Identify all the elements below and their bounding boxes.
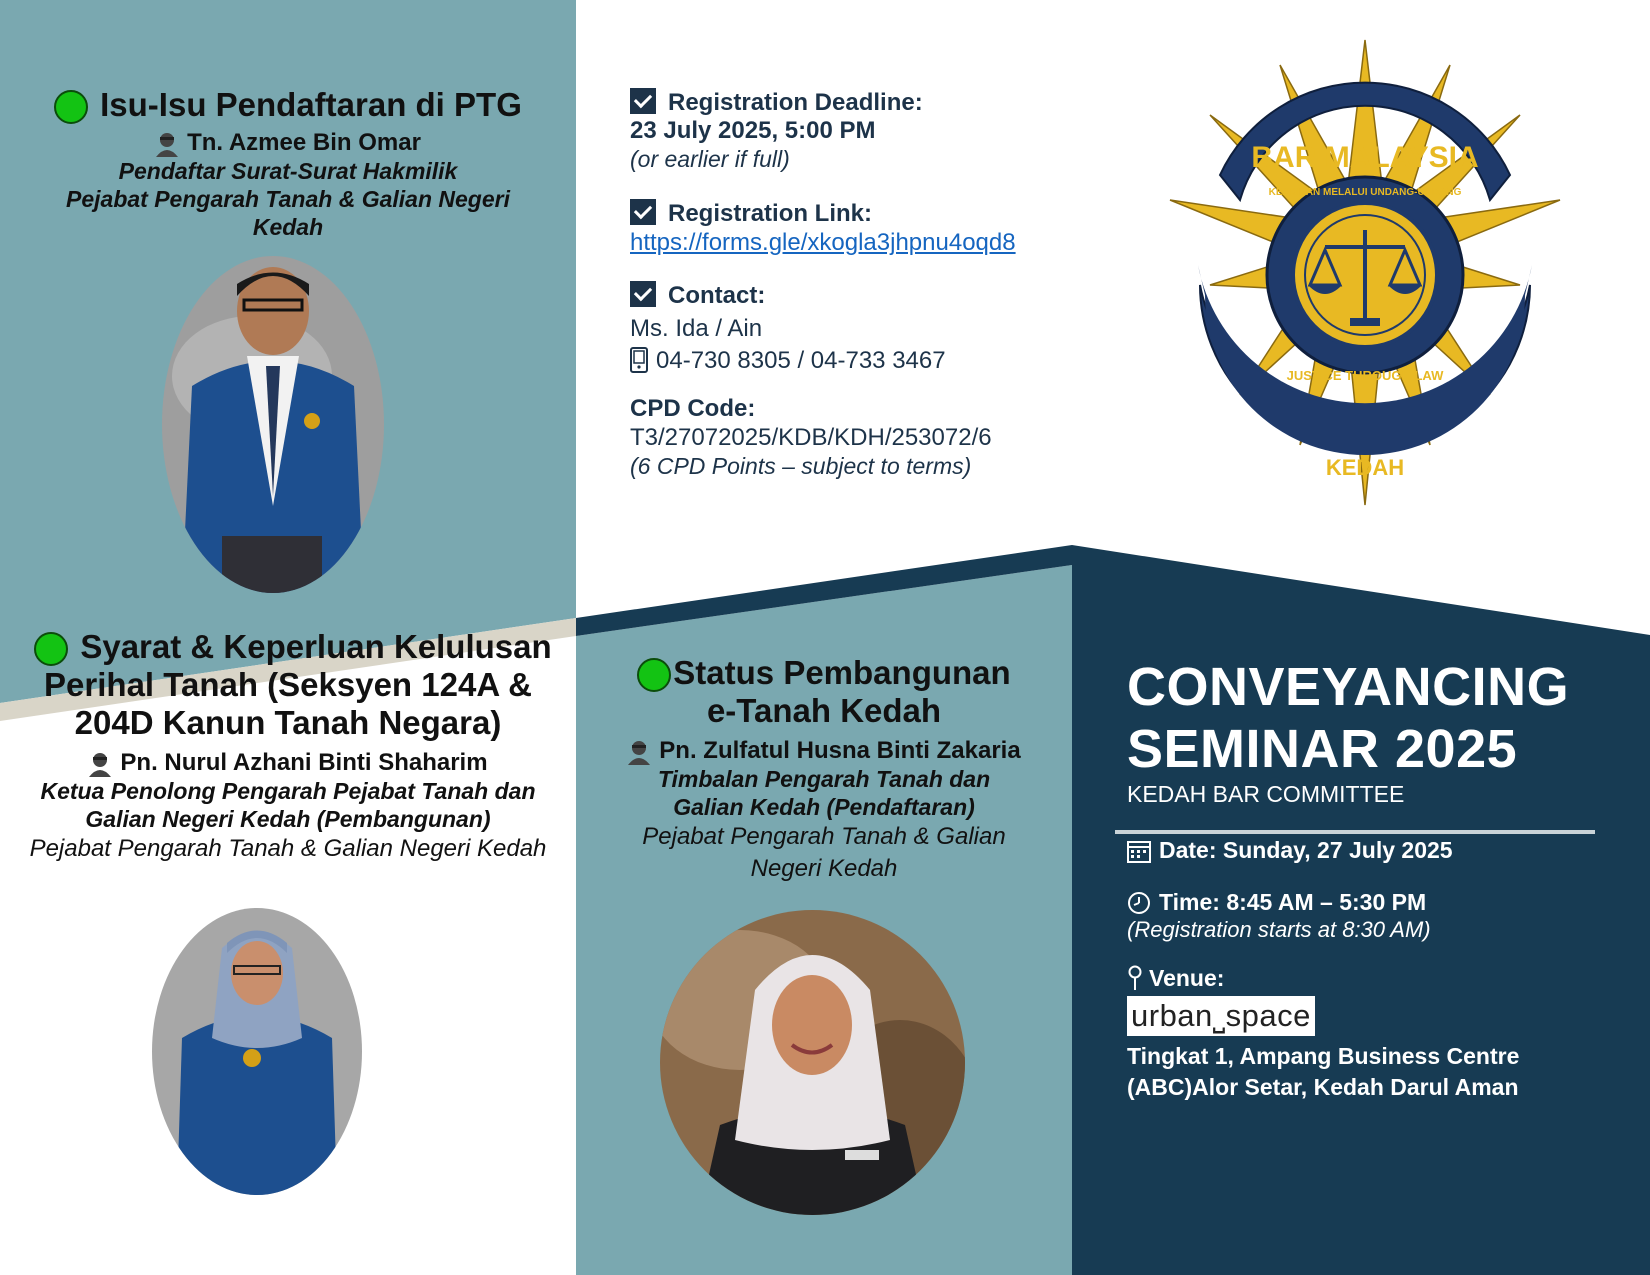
venue-line1: Tingkat 1, Ampang Business Centre (1127, 1043, 1520, 1069)
logo-bottom-text: KEDAH (1325, 455, 1405, 480)
cpd-code: T3/27072025/KDB/KDH/253072/6 (630, 424, 992, 451)
contact-row (630, 281, 1070, 310)
time-note: (Registration starts at 8:30 AM) (1127, 917, 1431, 942)
session-1-title: Isu-Isu Pendaftaran di PTG (100, 86, 522, 123)
cpd-label: CPD Code: (630, 395, 756, 422)
session-3-role-line2: Galian Kedah (Pendaftaran) (673, 794, 975, 821)
deadline-value: 23 July 2025, 5:00 PM (630, 117, 876, 144)
session-2-title-line3: 204D Kanun Tanah Negara) (74, 704, 502, 742)
link-label: Registration Link: (668, 200, 873, 227)
calendar-icon (1127, 839, 1151, 863)
session-1-speaker-row (0, 128, 576, 157)
deadline-note: (or earlier if full) (630, 146, 790, 172)
session-2-title-line2: Perihal Tanah (Seksyen 124A & (44, 666, 532, 704)
deadline-label: Registration Deadline: (668, 89, 923, 116)
session-2-org: Pejabat Pengarah Tanah & Galian Negeri Kedah (29, 835, 547, 863)
logo-ring-text: KEADILAN MELALUI UNDANG-UNDANG (1268, 187, 1462, 198)
session-2-title-line1: Syarat & Keperluan Kelulusan (80, 628, 552, 665)
clock-icon (1127, 891, 1151, 915)
seminar-details (1127, 656, 1627, 808)
event-time: Time: 8:45 AM – 5:30 PM (1159, 889, 1427, 915)
logo-top-text: BAR MALAYSIA (1251, 141, 1479, 174)
seminar-subtitle: KEDAH BAR COMMITTEE (1127, 781, 1405, 807)
contact-names: Ms. Ida / Ain (630, 315, 763, 342)
venue-line2: (ABC)Alor Setar, Kedah Darul Aman (1127, 1074, 1519, 1100)
session-3-org-line1: Pejabat Pengarah Tanah & Galian (642, 823, 1006, 851)
speaker-1-photo (162, 256, 384, 593)
contact-phones-row (630, 346, 1070, 375)
session-3-title-line2: e-Tanah Kedah (706, 692, 942, 730)
session-1-org-line2: Kedah (252, 214, 324, 241)
seminar-title-line1: CONVEYANCING (1127, 657, 1570, 717)
session-2-speaker: Pn. Nurul Azhani Binti Shaharim (120, 749, 488, 777)
session-1-title-row (0, 86, 576, 124)
bar-malaysia-logo (1160, 35, 1570, 535)
session-3-speaker: Pn. Zulfatul Husna Binti Zakaria (659, 737, 1021, 765)
session-1-speaker: Tn. Azmee Bin Omar (187, 129, 421, 157)
venue-row (1127, 964, 1627, 992)
urban-space-logo-text: urban⎵space (1131, 998, 1311, 1033)
checkbox-icon (630, 281, 656, 307)
session-2-title-row (0, 628, 576, 666)
speaker-2-photo (152, 908, 362, 1195)
date-row (1127, 836, 1627, 864)
phone-icon (630, 347, 648, 373)
session-2 (0, 628, 576, 865)
registration-link[interactable]: https://forms.gle/xkogla3jhpnu4oqd8 (630, 229, 1016, 256)
session-2-role-line1: Ketua Penolong Pengarah Pejabat Tanah dan (40, 778, 536, 805)
session-3-title-line1: Status Pembangunan (673, 654, 1011, 691)
deadline-row (630, 88, 1070, 117)
venue-label: Venue: (1149, 965, 1225, 991)
urban-space-logo (1127, 996, 1315, 1036)
session-3-org-line2: Negeri Kedah (750, 855, 898, 883)
person-icon (88, 751, 112, 777)
pin-icon (1127, 965, 1143, 991)
session-3-role-line1: Timbalan Pengarah Tanah dan (657, 766, 991, 793)
green-dot-icon (637, 658, 671, 692)
person-icon (155, 131, 179, 157)
time-row (1127, 888, 1627, 916)
green-dot-icon (34, 632, 68, 666)
link-row (630, 199, 1070, 228)
session-3-speaker-row (576, 736, 1072, 765)
session-1-org-line1: Pejabat Pengarah Tanah & Galian Negeri (66, 186, 510, 213)
logo-motto: JUSTICE THROUGH LAW (1286, 368, 1444, 383)
checkbox-icon (630, 88, 656, 114)
session-2-speaker-row (0, 748, 576, 777)
contact-label: Contact: (668, 282, 766, 309)
checkbox-icon (630, 199, 656, 225)
session-2-role-line2: Galian Negeri Kedah (Pembangunan) (85, 806, 491, 833)
contact-phones: 04-730 8305 / 04-733 3467 (656, 347, 946, 374)
registration-info (630, 88, 1070, 480)
session-1-role: Pendaftar Surat-Surat Hakmilik (118, 158, 458, 185)
event-date: Date: Sunday, 27 July 2025 (1159, 837, 1453, 863)
cpd-note: (6 CPD Points – subject to terms) (630, 453, 972, 479)
event-meta (1127, 836, 1627, 1101)
session-3-title-row (576, 654, 1072, 692)
title-divider (1115, 830, 1595, 834)
speaker-3-photo (660, 910, 965, 1215)
person-icon (627, 739, 651, 765)
session-1 (0, 86, 576, 241)
session-3 (576, 654, 1072, 885)
green-dot-icon (54, 90, 88, 124)
seminar-title-line2: SEMINAR 2025 (1127, 719, 1518, 779)
